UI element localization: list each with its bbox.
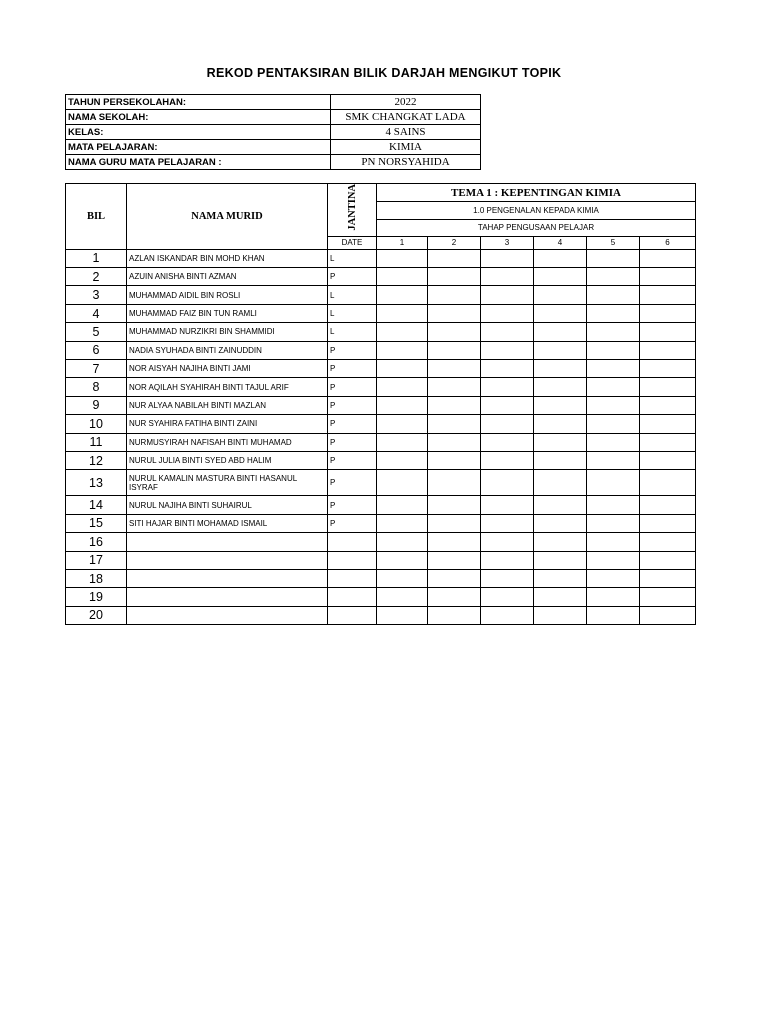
student-row [66,551,696,569]
level-cell[interactable] [428,514,481,532]
level-cell[interactable] [428,396,481,414]
student-name: SITI HAJAR BINTI MOHAMAD ISMAIL [127,514,328,532]
level-cell[interactable] [481,533,534,551]
gender-cell: P [328,378,377,396]
gender-cell [328,569,377,587]
bil-cell: 6 [66,341,127,359]
level-1-header: 1 [377,236,428,249]
gender-cell: P [328,470,377,496]
student-name: NOR AISYAH NAJIHA BINTI JAMI [127,360,328,378]
level-cell[interactable] [428,415,481,433]
level-cell[interactable] [481,396,534,414]
level-cell[interactable] [587,378,640,396]
bil-cell: 14 [66,496,127,514]
level-cell[interactable] [534,396,587,414]
level-cell[interactable] [587,514,640,532]
level-cell[interactable] [640,396,696,414]
level-cell[interactable] [481,588,534,606]
info-value: 2022 [331,95,481,110]
level-cell[interactable] [481,360,534,378]
level-cell[interactable] [377,323,428,341]
student-name [127,606,328,624]
level-cell[interactable] [377,433,428,451]
level-cell[interactable] [428,470,481,496]
student-name [127,569,328,587]
level-5-header: 5 [587,236,640,249]
level-cell[interactable] [640,551,696,569]
level-cell[interactable] [587,470,640,496]
level-cell[interactable] [534,551,587,569]
student-row [66,451,696,469]
level-cell[interactable] [481,378,534,396]
student-name: MUHAMMAD NURZIKRI BIN SHAMMIDI [127,323,328,341]
student-row [66,606,696,624]
gender-cell: L [328,323,377,341]
bil-header: BIL [66,184,127,250]
bil-cell: 8 [66,378,127,396]
level-cell[interactable] [534,533,587,551]
info-row [66,125,481,140]
level-cell[interactable] [428,268,481,286]
student-row [66,470,696,496]
level-cell[interactable] [640,514,696,532]
jantina-label: JANTINA [346,184,358,231]
level-cell[interactable] [428,304,481,322]
level-cell[interactable] [534,569,587,587]
level-cell[interactable] [640,360,696,378]
bil-cell: 17 [66,551,127,569]
level-cell[interactable] [534,360,587,378]
level-cell[interactable] [534,606,587,624]
info-label: TAHUN PERSEKOLAHAN: [66,95,331,110]
student-name: NADIA SYUHADA BINTI ZAINUDDIN [127,341,328,359]
level-cell[interactable] [481,415,534,433]
student-name: AZUIN ANISHA BINTI AZMAN [127,268,328,286]
student-row [66,304,696,322]
level-cell[interactable] [377,341,428,359]
level-cell[interactable] [428,451,481,469]
level-cell[interactable] [640,433,696,451]
student-name: NUR SYAHIRA FATIHA BINTI ZAINI [127,415,328,433]
student-row [66,286,696,304]
gender-cell: P [328,433,377,451]
level-cell[interactable] [428,323,481,341]
gender-cell: P [328,415,377,433]
student-name: AZLAN ISKANDAR BIN MOHD KHAN [127,249,328,267]
bil-cell: 9 [66,396,127,414]
level-cell[interactable] [587,396,640,414]
level-cell[interactable] [377,496,428,514]
student-name: NURUL JULIA BINTI SYED ABD HALIM [127,451,328,469]
level-cell[interactable] [428,286,481,304]
level-cell[interactable] [640,323,696,341]
student-name: NOR AQILAH SYAHIRAH BINTI TAJUL ARIF [127,378,328,396]
student-row [66,496,696,514]
level-cell[interactable] [534,514,587,532]
level-cell[interactable] [377,304,428,322]
bil-cell: 19 [66,588,127,606]
level-cell[interactable] [377,396,428,414]
level-cell[interactable] [481,304,534,322]
level-cell[interactable] [534,341,587,359]
level-cell[interactable] [481,286,534,304]
level-cell[interactable] [481,606,534,624]
level-cell[interactable] [428,496,481,514]
level-cell[interactable] [587,533,640,551]
tema-header: TEMA 1 : KEPENTINGAN KIMIA [377,184,696,202]
level-cell[interactable] [428,569,481,587]
level-cell[interactable] [640,496,696,514]
level-cell[interactable] [640,286,696,304]
level-cell[interactable] [534,470,587,496]
page-title: REKOD PENTAKSIRAN BILIK DARJAH MENGIKUT TOPIK [206,66,562,80]
level-cell[interactable] [640,606,696,624]
bil-cell: 18 [66,569,127,587]
level-cell[interactable] [534,304,587,322]
level-4-header: 4 [534,236,587,249]
student-row [66,268,696,286]
student-name: NURUL NAJIHA BINTI SUHAIRUL [127,496,328,514]
level-cell[interactable] [481,496,534,514]
bil-cell: 16 [66,533,127,551]
level-cell[interactable] [377,415,428,433]
gender-cell [328,551,377,569]
bil-cell: 1 [66,249,127,267]
gender-cell [328,588,377,606]
level-cell[interactable] [587,268,640,286]
bil-cell: 11 [66,433,127,451]
level-cell[interactable] [377,551,428,569]
level-cell[interactable] [428,551,481,569]
level-6-header: 6 [640,236,696,249]
bil-cell: 4 [66,304,127,322]
level-cell[interactable] [587,286,640,304]
level-cell[interactable] [587,606,640,624]
student-name: NURMUSYIRAH NAFISAH BINTI MUHAMAD [127,433,328,451]
assessment-table [65,183,696,625]
tahap-header: TAHAP PENGUSAAN PELAJAR [377,219,696,236]
level-cell[interactable] [428,378,481,396]
student-name [127,588,328,606]
level-cell[interactable] [481,341,534,359]
level-cell[interactable] [587,304,640,322]
level-cell[interactable] [481,268,534,286]
level-cell[interactable] [587,496,640,514]
gender-cell: P [328,360,377,378]
level-cell[interactable] [377,268,428,286]
level-cell[interactable] [481,470,534,496]
level-cell[interactable] [377,606,428,624]
gender-cell: P [328,396,377,414]
info-table [65,94,481,170]
level-cell[interactable] [534,249,587,267]
level-cell[interactable] [640,470,696,496]
bil-cell: 2 [66,268,127,286]
level-cell[interactable] [377,569,428,587]
level-cell[interactable] [377,470,428,496]
info-label: NAMA GURU MATA PELAJARAN : [66,155,331,170]
gender-cell: P [328,514,377,532]
bil-cell: 5 [66,323,127,341]
level-cell[interactable] [428,433,481,451]
gender-cell [328,606,377,624]
level-cell[interactable] [534,588,587,606]
bil-cell: 7 [66,360,127,378]
level-cell[interactable] [377,533,428,551]
info-value: SMK CHANGKAT LADA [331,110,481,125]
info-row [66,95,481,110]
info-row [66,140,481,155]
gender-cell: P [328,268,377,286]
level-cell[interactable] [534,286,587,304]
level-cell[interactable] [534,323,587,341]
level-cell[interactable] [481,451,534,469]
info-label: NAMA SEKOLAH: [66,110,331,125]
bil-cell: 12 [66,451,127,469]
level-cell[interactable] [587,341,640,359]
level-cell[interactable] [481,514,534,532]
info-row [66,155,481,170]
bil-cell: 10 [66,415,127,433]
student-row [66,341,696,359]
student-row [66,396,696,414]
level-cell[interactable] [640,451,696,469]
student-row [66,249,696,267]
info-row [66,110,481,125]
level-cell[interactable] [587,433,640,451]
gender-cell: L [328,304,377,322]
student-row [66,433,696,451]
gender-cell: P [328,496,377,514]
level-cell[interactable] [481,569,534,587]
gender-cell: P [328,451,377,469]
level-cell[interactable] [534,496,587,514]
student-name: NUR ALYAA NABILAH BINTI MAZLAN [127,396,328,414]
level-cell[interactable] [640,588,696,606]
nama-murid-header: NAMA MURID [127,184,328,250]
gender-cell: L [328,286,377,304]
bil-cell: 3 [66,286,127,304]
gender-cell: L [328,249,377,267]
info-value: KIMIA [331,140,481,155]
level-cell[interactable] [481,551,534,569]
subtopic-header: 1.0 PENGENALAN KEPADA KIMIA [377,202,696,219]
level-cell[interactable] [587,451,640,469]
level-cell[interactable] [640,378,696,396]
student-row [66,588,696,606]
level-cell[interactable] [377,360,428,378]
level-cell[interactable] [428,606,481,624]
level-cell[interactable] [428,533,481,551]
student-row [66,415,696,433]
level-cell[interactable] [428,588,481,606]
level-cell[interactable] [587,323,640,341]
level-cell[interactable] [640,268,696,286]
level-2-header: 2 [428,236,481,249]
bil-cell: 20 [66,606,127,624]
level-cell[interactable] [640,249,696,267]
date-label: DATE [328,236,377,249]
level-cell[interactable] [377,286,428,304]
bil-cell: 15 [66,514,127,532]
student-name [127,551,328,569]
level-cell[interactable] [481,433,534,451]
level-3-header: 3 [481,236,534,249]
level-cell[interactable] [587,415,640,433]
level-cell[interactable] [640,533,696,551]
student-name: NURUL KAMALIN MASTURA BINTI HASANUL ISYRAF [127,470,328,496]
level-cell[interactable] [640,341,696,359]
info-value: PN NORSYAHIDA [331,155,481,170]
student-row [66,378,696,396]
student-row [66,514,696,532]
level-cell[interactable] [587,360,640,378]
level-cell[interactable] [377,249,428,267]
level-cell[interactable] [640,569,696,587]
student-name: MUHAMMAD FAIZ BIN TUN RAMLI [127,304,328,322]
student-row [66,360,696,378]
level-cell[interactable] [428,249,481,267]
student-row [66,569,696,587]
level-cell[interactable] [587,551,640,569]
student-row [66,323,696,341]
level-cell[interactable] [640,415,696,433]
level-cell[interactable] [534,415,587,433]
level-cell[interactable] [428,360,481,378]
level-cell[interactable] [481,323,534,341]
level-cell[interactable] [428,341,481,359]
level-cell[interactable] [534,433,587,451]
level-cell[interactable] [481,249,534,267]
info-value: 4 SAINS [331,125,481,140]
bil-cell: 13 [66,470,127,496]
level-cell[interactable] [377,451,428,469]
student-name [127,533,328,551]
jantina-header [328,184,377,237]
level-cell[interactable] [534,268,587,286]
info-label: KELAS: [66,125,331,140]
level-cell[interactable] [534,451,587,469]
info-label: MATA PELAJARAN: [66,140,331,155]
level-cell[interactable] [587,569,640,587]
level-cell[interactable] [377,378,428,396]
level-cell[interactable] [534,378,587,396]
level-cell[interactable] [377,514,428,532]
student-row [66,533,696,551]
level-cell[interactable] [587,249,640,267]
level-cell[interactable] [640,304,696,322]
level-cell[interactable] [377,588,428,606]
student-name: MUHAMMAD AIDIL BIN ROSLI [127,286,328,304]
level-cell[interactable] [587,588,640,606]
gender-cell [328,533,377,551]
gender-cell: P [328,341,377,359]
